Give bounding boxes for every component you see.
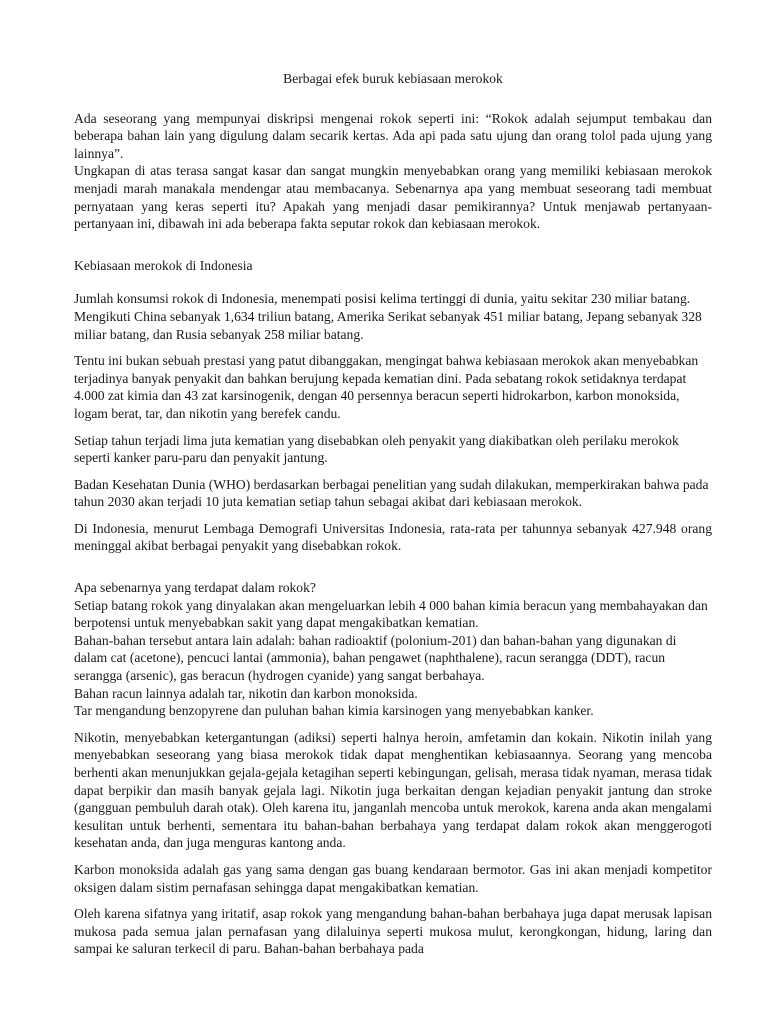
paragraph-diseases: Tentu ini bukan sebuah prestasi yang patut dibanggakan, mengingat bahwa kebiasaan merokok akan menyebabkan terjadinya banyak penyakit dan bahkan berujung kepada kematian dini. Pada sebatang rokok setidaknya terdapat 4.000 zat kimia dan 43 zat karsinogenik, dengan 40 persennya beracun seperti hidrokarbon, karbon monoksida, logam berat, tar, dan nikotin yang berefek candu. [74,353,699,421]
paragraph-nicotine: Nikotin, menyebabkan ketergantungan (adiksi) seperti halnya heroin, amfetamin dan kokain. Nikotin inilah yang menyebabkan seseorang yang biasa merokok tidak dapat menghentikan kebiasaannya. Seorang yang mencoba berhenti akan menunjukkan gejala-gejala ketagihan seperti kebingungan, gelisah, merasa tidak nyaman, merasa tidak dapat berpikir dan masih banyak gejala lagi. Nikotin juga berkaitan dengan kejadian penyakit jantung dan stroke (gangguan pembuluh darah otak). Oleh karena itu, janganlah mencoba untuk merokok, karena anda akan mengalami kesulitan untuk berhenti, sementara itu bahan-bahan berbahaya yang terdapat dalam rokok akan menggerogoti kesehatan anda, dan juga menguras kantong anda. [74,729,712,851]
line-chemicals: Setiap batang rokok yang dinyalakan akan mengeluarkan lebih 4 000 bahan kimia beracun yang membahayakan dan berpotensi untuk menyebabkan sakit yang dapat mengakibatkan kematian. [74,597,708,631]
paragraph-indonesia-deaths: Di Indonesia, menurut Lembaga Demografi Universitas Indonesia, rata-rata per tahunnya sebanyak 427.948 orang meninggal akibat berbagai penyakit yang disebabkan rokok. [74,520,712,554]
intro-paragraph-2: Ungkapan di atas terasa sangat kasar dan sangat mungkin menyebabkan orang yang memiliki kebiasaan merokok menjadi marah manakala mendengar atau membacanya. Sebenarnya apa yang membuat seseorang tadi membuat pernyataan yang keras seperti itu? Apakah yang menjadi dasar pemikirannya? Untuk menjawab pertanyaan-pertanyaan ini, dibawah ini ada beberapa fakta seputar rokok dan kebiasaan merokok. [74,163,712,232]
paragraph-carbon-monoxide: Karbon monoksida adalah gas yang sama dengan gas buang kendaraan bermotor. Gas ini akan menjadi kompetitor oksigen dalam sistim pernafasan sehingga dapat mengakibatkan kematian. [74,861,712,895]
document-title: Berbagai efek buruk kebiasaan merokok [283,71,503,86]
line-other-toxins: Bahan racun lainnya adalah tar, nikotin dan karbon monoksida. [74,685,418,701]
section-heading-contents-of-cigarette: Apa sebenarnya yang terdapat dalam rokok? [74,580,316,596]
section-heading-smoking-in-indonesia: Kebiasaan merokok di Indonesia [74,257,253,273]
paragraph-who: Badan Kesehatan Dunia (WHO) berdasarkan berbagai penelitian yang sudah dilakukan, memperkirakan bahwa pada tahun 2030 akan terjadi 10 juta kematian setiap tahun sebagai akibat dari kebiasaan merokok. [74,476,709,510]
paragraph-irritative: Oleh karena sifatnya yang iritatif, asap rokok yang mengandung bahan-bahan berbahaya juga dapat merusak lapisan mukosa pada semua jalan pernafasan yang dilaluinya seperti mukosa mulut, kerongkongan, hidung, laring dan sampai ke saluran terkecil di paru. Bahan-bahan berbahaya pada [74,906,712,957]
intro-paragraph-1: Ada seseorang yang mempunyai diskripsi mengenai rokok seperti ini: “Rokok adalah sejumput tembakau dan beberapa bahan lain yang digulung dalam secarik kertas. Ada api pada satu ujung dan orang tolol pada ujung yang lainnya”. [74,110,712,161]
paragraph-deaths-yearly: Setiap tahun terjadi lima juta kematian yang disebabkan oleh penyakit yang diakibatkan oleh perilaku merokok seperti kanker paru-paru dan penyakit jantung. [74,432,679,466]
paragraph-consumption: Jumlah konsumsi rokok di Indonesia, menempati posisi kelima tertinggi di dunia, yaitu sekitar 230 miliar batang. Mengikuti China sebanyak 1,634 triliun batang, Amerika Serikat sebanyak 451 miliar batang, Jepang sebanyak 328 miliar batang, dan Rusia sebanyak 258 miliar batang. [74,291,702,342]
line-tar: Tar mengandung benzopyrene dan puluhan bahan kimia karsinogen yang menyebabkan kanker. [74,703,594,719]
line-ingredients: Bahan-bahan tersebut antara lain adalah: bahan radioaktif (polonium-201) dan bahan-bahan yang digunakan di dalam cat (acetone), pencuci lantai (ammonia), bahan pengawet (naphthalene), racun serangga (DDT), racun serangga (arsenic), gas beracun (hydrogen cyanide) yang sangat berbahaya. [74,632,677,684]
